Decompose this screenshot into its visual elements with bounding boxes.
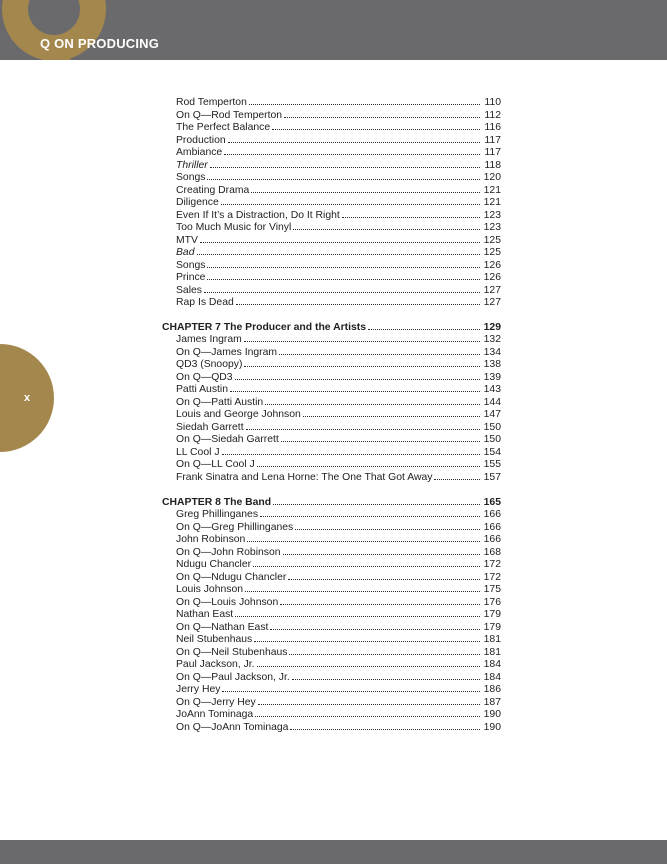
entry-title: On Q—Rod Temperton bbox=[176, 109, 283, 121]
toc-entry[interactable] bbox=[162, 334, 501, 347]
dot-leader bbox=[368, 328, 480, 330]
q-logo-inner bbox=[28, 0, 80, 35]
dot-leader bbox=[222, 453, 480, 455]
dot-leader bbox=[281, 440, 480, 442]
dot-leader bbox=[254, 640, 480, 642]
entry-title: Ndugu Chancler bbox=[176, 559, 252, 571]
entry-title: On Q—Patti Austin bbox=[176, 396, 264, 408]
entry-title: On Q—QD3 bbox=[176, 371, 233, 383]
entry-page: 154 bbox=[483, 446, 501, 458]
toc-entry[interactable] bbox=[162, 447, 501, 460]
toc-entry[interactable] bbox=[162, 347, 501, 360]
toc-entry[interactable] bbox=[162, 110, 501, 123]
q-logo-icon bbox=[2, 0, 106, 60]
entry-title: Rod Temperton bbox=[176, 97, 247, 108]
entry-title: JoAnn Tominaga bbox=[176, 709, 254, 721]
toc-entry[interactable] bbox=[162, 572, 501, 585]
entry-title: Siedah Garrett bbox=[176, 421, 244, 433]
dot-leader bbox=[251, 191, 480, 193]
entry-page: 187 bbox=[483, 696, 501, 708]
entry-title: Songs bbox=[176, 172, 206, 183]
chapter-title: CHAPTER 7 The Producer and the Artists bbox=[162, 321, 366, 333]
entry-title: MTV bbox=[176, 234, 198, 246]
entry-page: 147 bbox=[483, 409, 501, 421]
dot-leader bbox=[293, 228, 480, 230]
entry-page: 118 bbox=[484, 159, 501, 171]
toc-entry[interactable] bbox=[162, 434, 501, 447]
table-of-contents bbox=[162, 97, 501, 734]
header-band bbox=[0, 0, 667, 60]
toc-entry[interactable] bbox=[162, 509, 501, 522]
toc-entry[interactable] bbox=[162, 672, 501, 685]
entry-page: 126 bbox=[483, 259, 501, 271]
dot-leader bbox=[246, 428, 480, 430]
entry-page: 127 bbox=[483, 297, 501, 308]
page-number: x bbox=[23, 392, 31, 404]
toc-entry[interactable] bbox=[162, 684, 501, 697]
toc-entry[interactable] bbox=[162, 122, 501, 135]
dot-leader bbox=[204, 291, 480, 293]
running-header-title: Q ON PRODUCING bbox=[40, 36, 160, 51]
entry-title: Ambiance bbox=[176, 147, 223, 158]
toc-entry[interactable] bbox=[162, 534, 501, 547]
entry-page: 138 bbox=[483, 359, 501, 371]
entry-page: 117 bbox=[484, 147, 501, 158]
dot-leader bbox=[288, 578, 480, 580]
toc-entry[interactable] bbox=[162, 285, 501, 298]
dot-leader bbox=[289, 653, 480, 655]
entry-title: Nathan East bbox=[176, 609, 234, 621]
dot-leader bbox=[342, 216, 480, 218]
chapter-page: 129 bbox=[483, 321, 501, 333]
entry-title: The Perfect Balance bbox=[176, 122, 271, 133]
dot-leader bbox=[257, 665, 480, 667]
entry-title: Sales bbox=[176, 284, 202, 296]
footer-band bbox=[0, 840, 667, 864]
dot-leader bbox=[257, 465, 480, 467]
dot-leader bbox=[249, 103, 480, 105]
entry-title: On Q—LL Cool J bbox=[176, 459, 255, 471]
dot-leader bbox=[303, 415, 480, 417]
dot-leader bbox=[244, 340, 480, 342]
entry-title: QD3 (Snoopy) bbox=[176, 359, 243, 371]
entry-page: 157 bbox=[483, 471, 501, 483]
toc-entry[interactable] bbox=[162, 384, 501, 397]
dot-leader bbox=[273, 503, 480, 505]
dot-leader bbox=[258, 703, 480, 705]
dot-leader bbox=[222, 690, 480, 692]
dot-leader bbox=[270, 628, 480, 630]
toc-entry[interactable] bbox=[162, 297, 501, 310]
entry-page: 181 bbox=[483, 634, 501, 646]
entry-page: 168 bbox=[483, 546, 501, 558]
dot-leader bbox=[434, 478, 480, 480]
entry-page: 172 bbox=[483, 571, 501, 583]
entry-title: Production bbox=[176, 134, 226, 146]
section-gap bbox=[162, 484, 501, 496]
dot-leader bbox=[244, 365, 480, 367]
dot-leader bbox=[197, 253, 481, 255]
dot-leader bbox=[207, 178, 480, 180]
entry-page: 144 bbox=[483, 396, 501, 408]
toc-entry[interactable] bbox=[162, 522, 501, 535]
toc-entry[interactable] bbox=[162, 547, 501, 560]
dot-leader bbox=[210, 166, 480, 168]
dot-leader bbox=[207, 278, 480, 280]
toc-entry[interactable] bbox=[162, 210, 501, 223]
dot-leader bbox=[245, 590, 480, 592]
toc-entry[interactable] bbox=[162, 659, 501, 672]
toc-entry[interactable] bbox=[162, 260, 501, 273]
entry-page: 166 bbox=[483, 534, 501, 546]
entry-title: Thriller bbox=[176, 159, 208, 171]
entry-page: 120 bbox=[483, 172, 501, 183]
section-gap bbox=[162, 310, 501, 322]
entry-title: Greg Phillinganes bbox=[176, 509, 259, 521]
chapter-page: 165 bbox=[483, 496, 501, 508]
toc-entry[interactable] bbox=[162, 409, 501, 422]
dot-leader bbox=[228, 141, 480, 143]
toc-entry[interactable] bbox=[162, 235, 501, 248]
dot-leader bbox=[253, 565, 480, 567]
entry-page: 184 bbox=[483, 671, 501, 683]
entry-page: 166 bbox=[483, 521, 501, 533]
entry-title: Bad bbox=[176, 247, 195, 258]
entry-page: 150 bbox=[483, 421, 501, 433]
toc-entry[interactable] bbox=[162, 172, 501, 185]
entry-title: Neil Stubenhaus bbox=[176, 634, 253, 646]
entry-title: On Q—Ndugu Chancler bbox=[176, 571, 287, 583]
entry-page: 112 bbox=[484, 109, 501, 121]
entry-page: 175 bbox=[483, 584, 501, 596]
toc-entry[interactable] bbox=[162, 397, 501, 410]
entry-page: 121 bbox=[483, 197, 501, 208]
entry-page: 190 bbox=[483, 709, 501, 721]
entry-page: 134 bbox=[483, 346, 501, 358]
entry-page: 190 bbox=[483, 721, 501, 733]
entry-title: Rap Is Dead bbox=[176, 297, 234, 308]
toc-entry[interactable] bbox=[162, 147, 501, 160]
dot-leader bbox=[290, 728, 480, 730]
entry-title: Even If It’s a Distraction, Do It Right bbox=[176, 209, 340, 221]
dot-leader bbox=[221, 203, 480, 205]
toc-entry[interactable] bbox=[162, 247, 501, 260]
entry-title: Creating Drama bbox=[176, 184, 250, 196]
entry-page: 116 bbox=[484, 122, 501, 133]
entry-title: John Robinson bbox=[176, 534, 246, 546]
dot-leader bbox=[283, 553, 480, 555]
entry-page: 121 bbox=[483, 184, 501, 196]
toc-entry[interactable] bbox=[162, 372, 501, 385]
dot-leader bbox=[247, 540, 480, 542]
dot-leader bbox=[235, 615, 480, 617]
toc-entry[interactable] bbox=[162, 359, 501, 372]
dot-leader bbox=[224, 153, 480, 155]
entry-title: On Q—Neil Stubenhaus bbox=[176, 646, 288, 658]
entry-title: Louis and George Johnson bbox=[176, 409, 301, 421]
entry-page: 155 bbox=[483, 459, 501, 471]
entry-title: On Q—James Ingram bbox=[176, 346, 278, 358]
dot-leader bbox=[292, 678, 480, 680]
toc-entry[interactable] bbox=[162, 185, 501, 198]
toc-entry[interactable] bbox=[162, 472, 501, 485]
dot-leader bbox=[260, 515, 480, 517]
toc-entry[interactable] bbox=[162, 709, 501, 722]
toc-entry[interactable] bbox=[162, 422, 501, 435]
entry-title: James Ingram bbox=[176, 334, 242, 346]
entry-title: Prince bbox=[176, 272, 206, 283]
entry-page: 125 bbox=[483, 247, 501, 258]
entry-page: 186 bbox=[483, 684, 501, 696]
toc-entry[interactable] bbox=[162, 197, 501, 210]
dot-leader bbox=[207, 266, 480, 268]
toc-entry[interactable] bbox=[162, 559, 501, 572]
entry-title: Frank Sinatra and Lena Horne: The One That Got Away bbox=[176, 471, 433, 483]
toc-entry[interactable] bbox=[162, 609, 501, 622]
dot-leader bbox=[284, 116, 480, 118]
dot-leader bbox=[295, 528, 480, 530]
entry-title: Too Much Music for Vinyl bbox=[176, 222, 292, 233]
toc-entry[interactable] bbox=[162, 697, 501, 710]
entry-title: On Q—JoAnn Tominaga bbox=[176, 721, 289, 733]
entry-title: Jerry Hey bbox=[176, 684, 221, 696]
chapter-title: CHAPTER 8 The Band bbox=[162, 496, 272, 508]
dot-leader bbox=[265, 403, 480, 405]
toc-entry[interactable] bbox=[162, 222, 501, 235]
toc-entry[interactable] bbox=[162, 647, 501, 660]
toc-entry[interactable] bbox=[162, 597, 501, 610]
entry-page: 179 bbox=[483, 621, 501, 633]
entry-title: Diligence bbox=[176, 197, 219, 208]
entry-title: LL Cool J bbox=[176, 446, 220, 458]
dot-leader bbox=[279, 353, 480, 355]
toc-entry[interactable] bbox=[162, 722, 501, 735]
toc-entry[interactable] bbox=[162, 97, 501, 110]
entry-page: 150 bbox=[483, 434, 501, 446]
entry-page: 132 bbox=[483, 334, 501, 346]
dot-leader bbox=[230, 390, 480, 392]
entry-title: Louis Johnson bbox=[176, 584, 244, 596]
dot-leader bbox=[255, 715, 480, 717]
entry-page: 172 bbox=[483, 559, 501, 571]
entry-page: 110 bbox=[484, 97, 501, 108]
entry-title: On Q—Nathan East bbox=[176, 621, 269, 633]
entry-page: 179 bbox=[483, 609, 501, 621]
entry-page: 127 bbox=[483, 284, 501, 296]
entry-title: On Q—Greg Phillinganes bbox=[176, 521, 294, 533]
entry-title: On Q—Jerry Hey bbox=[176, 696, 256, 708]
entry-page: 117 bbox=[484, 134, 501, 146]
dot-leader bbox=[272, 128, 480, 130]
entry-page: 123 bbox=[483, 222, 501, 233]
dot-leader bbox=[235, 378, 480, 380]
entry-title: On Q—Siedah Garrett bbox=[176, 434, 279, 446]
entry-title: Paul Jackson, Jr. bbox=[176, 659, 255, 671]
entry-title: On Q—John Robinson bbox=[176, 546, 281, 558]
toc-entry[interactable] bbox=[162, 135, 501, 148]
toc-entry[interactable] bbox=[162, 160, 501, 173]
dot-leader bbox=[280, 603, 480, 605]
toc-entry[interactable] bbox=[162, 459, 501, 472]
entry-page: 126 bbox=[483, 272, 501, 283]
toc-entry[interactable] bbox=[162, 272, 501, 285]
dot-leader bbox=[236, 303, 480, 305]
entry-page: 125 bbox=[483, 234, 501, 246]
toc-entry[interactable] bbox=[162, 584, 501, 597]
toc-entry[interactable] bbox=[162, 622, 501, 635]
entry-title: On Q—Paul Jackson, Jr. bbox=[176, 671, 290, 683]
chapter-heading[interactable] bbox=[162, 497, 501, 510]
entry-page: 123 bbox=[483, 209, 501, 221]
entry-page: 143 bbox=[483, 384, 501, 396]
toc-entry[interactable] bbox=[162, 634, 501, 647]
entry-page: 139 bbox=[483, 371, 501, 383]
entry-title: Songs bbox=[176, 259, 206, 271]
entry-page: 166 bbox=[483, 509, 501, 521]
entry-title: On Q—Louis Johnson bbox=[176, 596, 279, 608]
entry-page: 181 bbox=[483, 646, 501, 658]
entry-page: 184 bbox=[483, 659, 501, 671]
chapter-heading[interactable] bbox=[162, 322, 501, 335]
entry-page: 176 bbox=[483, 596, 501, 608]
entry-title: Patti Austin bbox=[176, 384, 228, 396]
dot-leader bbox=[200, 241, 480, 243]
